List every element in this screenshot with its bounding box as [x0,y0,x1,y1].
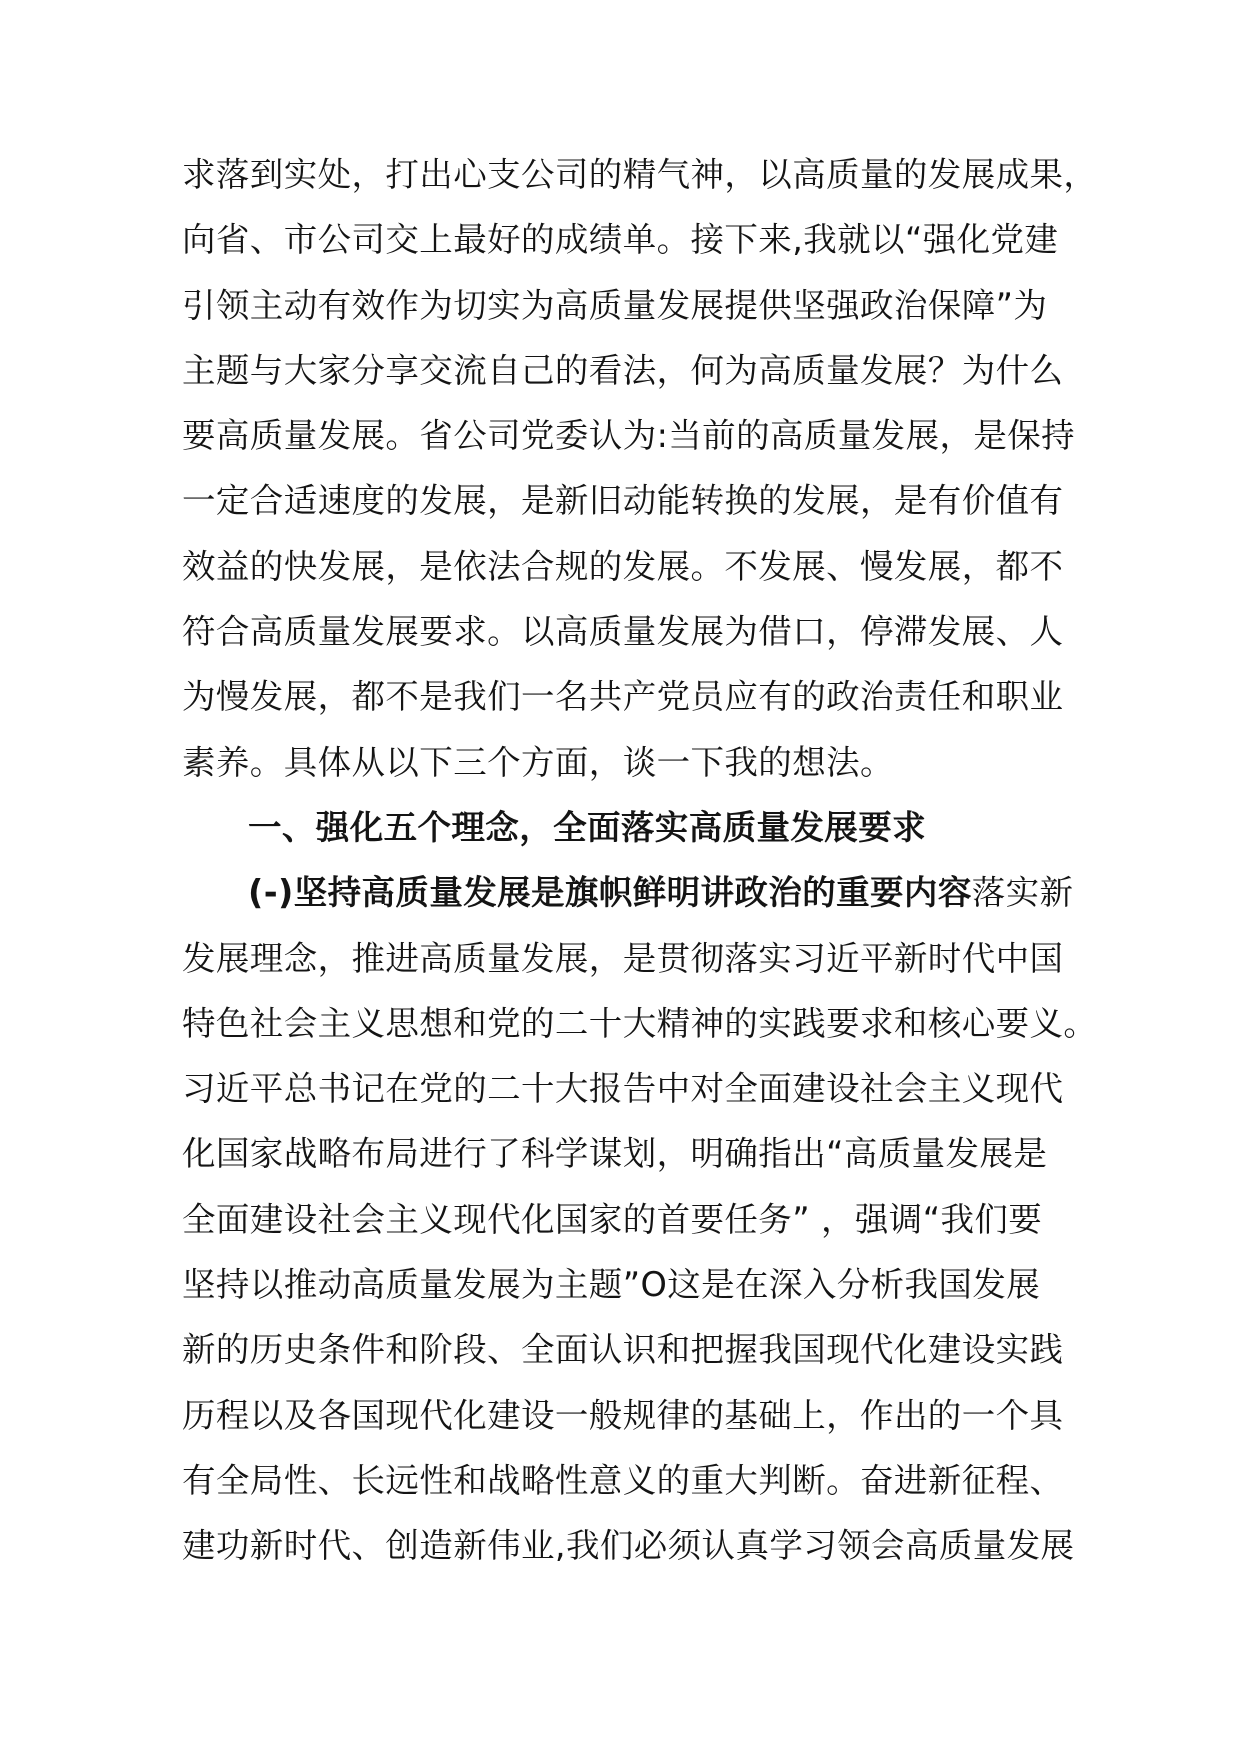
body-line-3: 引领主动有效作为切实为高质量发展提供坚强政治保障”为 [182,285,1048,325]
subsection-heading-line [182,860,1074,925]
body-line-1: 求落到实处，打出心支公司的精气神，以高质量的发展成果， [182,155,1098,194]
body-line-14: 化国家战略布局进行了科学谋划，明确指出“高质量发展是 [182,1134,1048,1174]
body-line-12: 特色社会主义思想和党的二十大精神的实践要求和核心要义。 [182,1003,1098,1043]
body-line-2: 向省、市公司交上最好的成绩单。接下来,我就以“强化党建 [182,220,1059,260]
subsection-heading: (-)坚持高质量发展是旗帜鲜明讲政治的重要内容 [248,873,972,913]
body-line-6: 一定合适速度的发展，是新旧动能转换的发展，是有价值有 [182,481,1064,521]
body-line-16: 坚持以推动高质量发展为主题”O这是在深入分析我国发展 [182,1265,1041,1305]
body-line-13: 习近平总书记在党的二十大报告中对全面建设社会主义现代 [182,1069,1064,1109]
body-line-17: 新的历史条件和阶段、全面认识和把握我国现代化建设实践 [182,1330,1064,1370]
body-line-18: 历程以及各国现代化建设一般规律的基础上，作出的一个具 [182,1395,1064,1435]
section-heading: 一、强化五个理念，全面落实高质量发展要求 [248,807,926,847]
body-line-15: 全面建设社会主义现代化国家的首要任务” ，强调“我们要 [182,1199,1043,1239]
body-line-19: 有全局性、长远性和战略性意义的重大判断。奋进新征程、 [182,1460,1064,1500]
body-line-8: 符合高质量发展要求。以高质量发展为借口，停滞发展、人 [182,612,1064,652]
body-line-4: 主题与大家分享交流自己的看法，何为高质量发展？为什么 [182,350,1064,390]
document-body [182,142,1098,1579]
body-line-7: 效益的快发展，是依法合规的发展。不发展、慢发展，都不 [182,546,1064,586]
body-line-9: 为慢发展，都不是我们一名共产党员应有的政治责任和职业 [182,677,1064,717]
body-line-10: 素养。具体从以下三个方面，谈一下我的想法。 [182,742,894,782]
body-line-20: 建功新时代、创造新伟业,我们必须认真学习领会高质量发展 [182,1526,1075,1566]
body-line-11: 发展理念，推进高质量发展，是贯彻落实习近平新时代中国 [182,938,1064,978]
body-line-5: 要高质量发展。省公司党委认为:当前的高质量发展，是保持 [182,416,1076,456]
subsection-heading-continuation: 落实新 [971,873,1074,913]
